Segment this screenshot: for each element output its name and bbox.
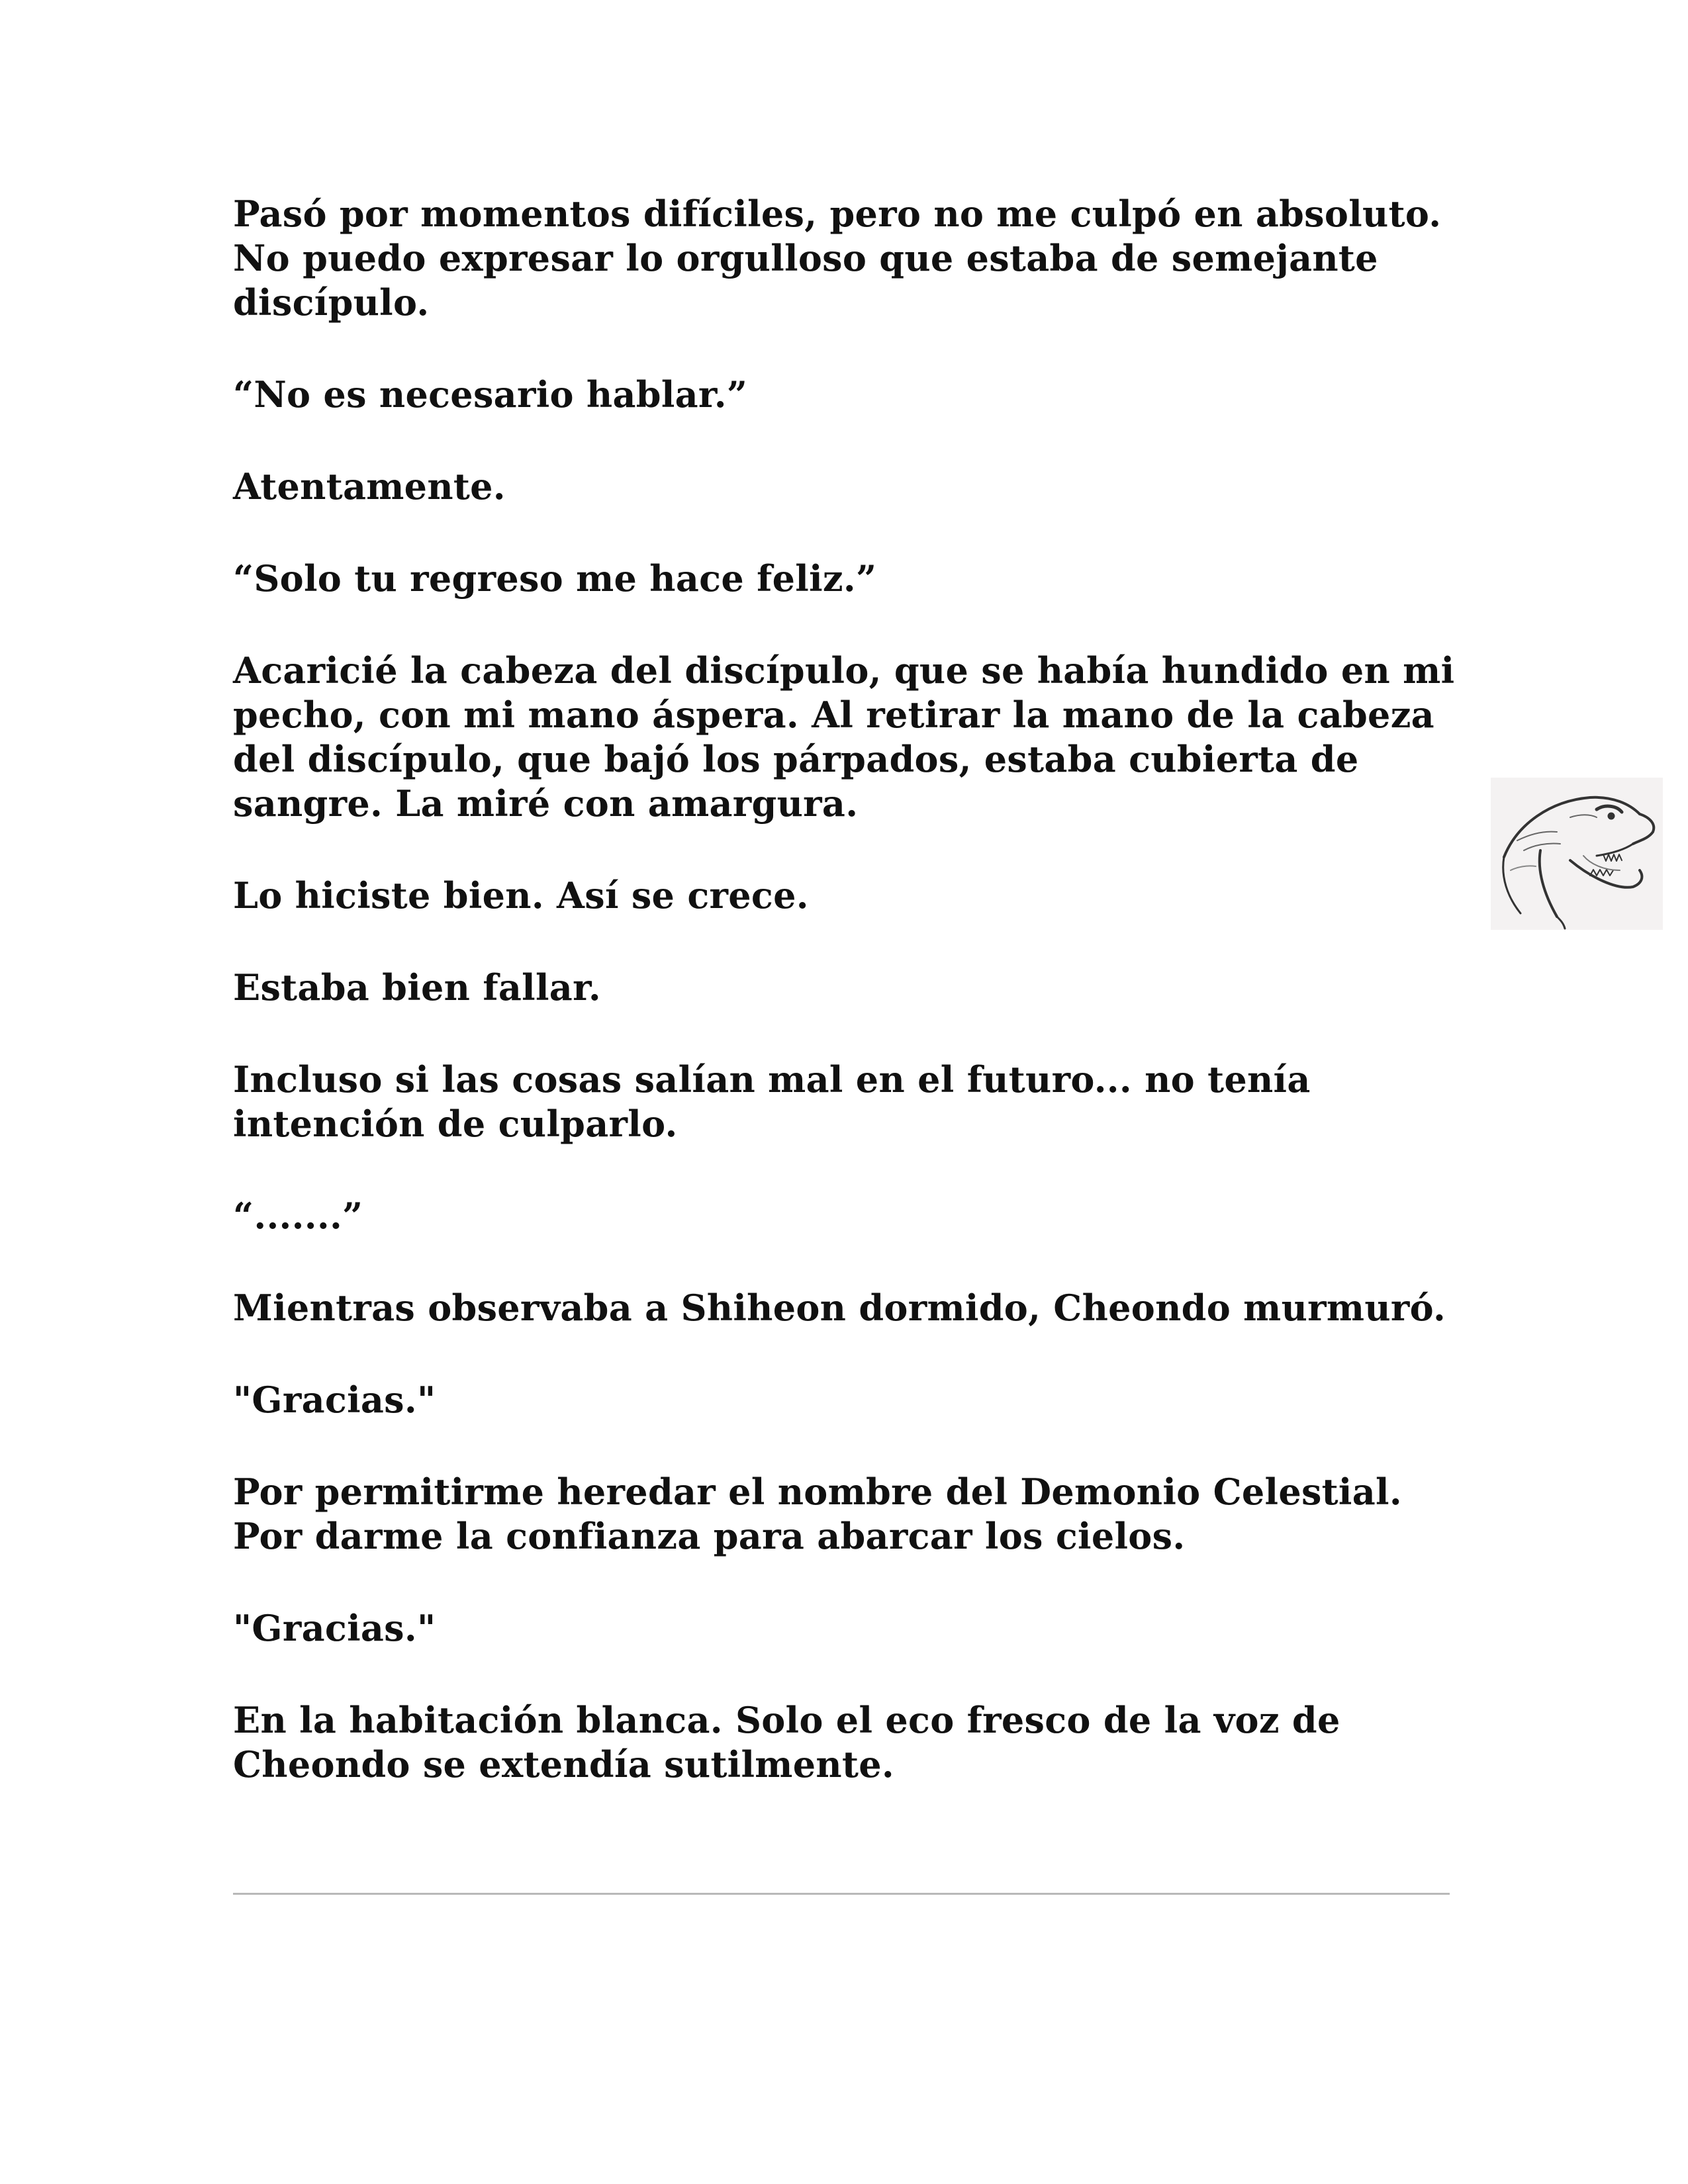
paragraph-6: Lo hiciste bien. Así se crece. bbox=[233, 874, 809, 917]
paragraph-10: Mientras observaba a Shiheon dormido, Cheondo murmuró. bbox=[233, 1287, 1446, 1329]
paragraph-8: Incluso si las cosas salían mal en el futuro... no tenía intención de culparlo. bbox=[233, 1058, 1311, 1145]
paragraph-13: "Gracias." bbox=[233, 1607, 436, 1649]
paragraph-4: “Solo tu regreso me hace feliz.” bbox=[233, 557, 877, 600]
paragraph-12: Por permitirme heredar el nombre del Demonio Celestial. Por darme la confianza para abarcar los cielos. bbox=[233, 1471, 1402, 1557]
body-text bbox=[233, 192, 1491, 1835]
paragraph-5: Acaricié la cabeza del discípulo, que se había hundido en mi pecho, con mi mano áspera. Al retirar la mano de la cabeza del discípulo, que bajó los párpados, estaba cubierta de sangre. La miré con amargura. bbox=[233, 649, 1455, 825]
dinosaur-head-sketch-icon bbox=[1491, 778, 1663, 930]
paragraph-3: Atentamente. bbox=[233, 465, 506, 508]
paragraph-11: "Gracias." bbox=[233, 1379, 436, 1421]
paragraph-7: Estaba bien fallar. bbox=[233, 966, 601, 1009]
paragraph-9: “.......” bbox=[233, 1195, 363, 1237]
paragraph-14: En la habitación blanca. Solo el eco fresco de la voz de Cheondo se extendía sutilmente. bbox=[233, 1699, 1340, 1786]
bottom-divider bbox=[233, 1893, 1450, 1895]
paragraph-1: Pasó por momentos difíciles, pero no me culpó en absoluto. No puedo expresar lo orgulloso que estaba de semejante discípulo. bbox=[233, 193, 1442, 324]
paragraph-2: “No es necesario hablar.” bbox=[233, 373, 748, 416]
